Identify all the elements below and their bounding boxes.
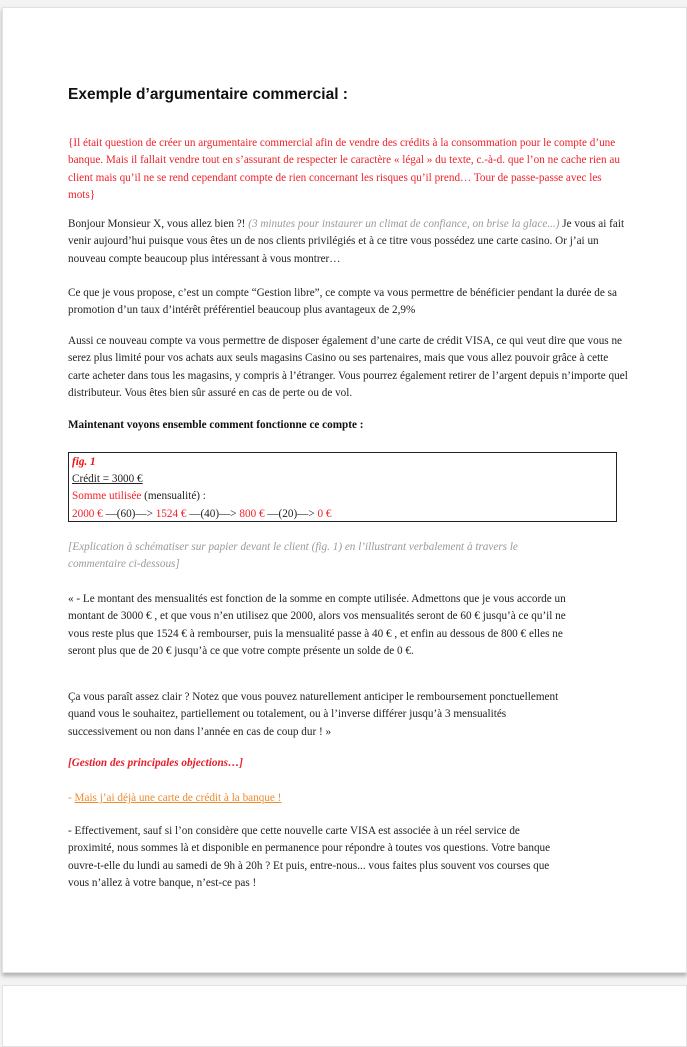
figure-box	[68, 452, 617, 522]
section-heading: Maintenant voyons ensemble comment fonctionne ce compte :	[68, 419, 364, 431]
greeting-opening: Bonjour Monsieur X, vous allez bien ?!	[68, 218, 246, 230]
objection-1-link[interactable]: Mais j’ai déjà une carte de crédit à la banque !	[74, 792, 282, 804]
figure-step-amount: 0 €	[317, 507, 332, 520]
figure-step-arrow: —(60)—>	[102, 507, 156, 520]
figure-sum-used: Somme utilisée	[72, 490, 142, 503]
figure-step-arrow: —(40)—>	[186, 507, 240, 520]
objections-heading: [Gestion des principales objections…]	[68, 757, 243, 769]
clarity-paragraph: Ça vous paraît assez clair ? Notez que vous pouvez naturellement anticiper le remboursement ponctuellement quand vous le souhaitez, partiellement ou totalement, ou à l’inverse différer jusqu’à 3 mensualités successivement ou non dans l’année en cas de coup dur ! »	[68, 691, 559, 738]
figure-label: fig. 1	[72, 456, 96, 468]
visa-paragraph: Aussi ce nouveau compte va vous permettre de disposer également d’une carte de crédit VISA, ce qui veut dire que vous ne serez plus limité pour vos achats aux seuls magasins Casino ou ses partenaires, mais que vous allez pouvoir grâce à cette carte acheter dans tous les magasins, y compris à l’étranger. Vous pourrez également retirer de l’argent depuis n’importe quel distributeur. Vous êtes bien sûr assuré en cas de perte ou de vol.	[68, 335, 628, 400]
greeting-aside: (3 minutes pour instaurer un climat de confiance, on brise la glace...)	[248, 218, 560, 230]
figure-step-amount: 800 €	[239, 507, 265, 520]
greeting-rest: Je vous ai fait venir aujourd’hui puisque vous êtes un de nos clients privilégiés et à ce titre vous possédez une carte casino. Or j’ai un nouveau compte beaucoup plus intéressant à vous montrer…	[68, 218, 625, 265]
figure-step-arrow: —(20)—>	[264, 507, 318, 520]
objection-1	[68, 790, 628, 807]
document-page-2	[2, 985, 687, 1047]
figure-steps	[72, 506, 613, 523]
figure-step-amount: 1524 €	[155, 507, 187, 520]
explanation-paragraph: « - Le montant des mensualités est fonction de la somme en compte utilisée. Admettons que je vous accorde un montant de 3000 € , et que vous n’en utilisez que 2000, alors vos mensualités seront de 60 € jusqu’à ce qu’il ne vous reste plus que 1524 € à rembourser, puis la mensualité passe à 40 € , et enfin au dessous de 800 € elles ne seront plus que de 20 € jusqu’à ce que votre compte présente un solde de 0 €.	[68, 593, 566, 658]
document-title: Exemple d’argumentaire commercial :	[68, 86, 348, 103]
figure-credit-line: Crédit = 3000 €	[72, 473, 143, 486]
document-page-1	[2, 7, 687, 973]
figure-step-amount: 2000 €	[72, 507, 103, 520]
answer-1-paragraph: - Effectivement, sauf si l’on considère que cette nouvelle carte VISA est associée à un réel service de proximité, nous sommes là et disponible en permanence pour répondre à toutes vos questions. Votre banque ouvre-t-elle du lundi au samedi de 9h à 20h ? Et puis, entre-nous... vous faites plus souvent vos courses que vous n’allez à votre banque, n’est-ce pas !	[68, 825, 551, 890]
greeting-paragraph	[68, 216, 628, 268]
figure-sum-used-suffix: (mensualité) :	[141, 490, 206, 503]
intro-note: {Il était question de créer un argumentaire commercial afin de vendre des crédits à la consommation pour le compte d’une banque. Mais il fallait vendre tout en s’assurant de respecter le caractère « légal » du texte, c.-à-d. que l’on ne cache rien au client mais qu’il ne se rend cependant compte de rien concernant les risques qu’il prend… Tour de passe-passe avec les mots}	[68, 137, 620, 202]
figure-note: [Explication à schématiser sur papier devant le client (fig. 1) en l’illustrant verbalement à travers le commentaire ci-dessous]	[68, 541, 518, 571]
objection-prefix: -	[68, 792, 75, 804]
proposal-paragraph: Ce que je vous propose, c’est un compte “Gestion libre”, ce compte va vous permettre de bénéficier pendant la durée de sa promotion d’un taux d’intérêt préférentiel beaucoup plus avantageux de 2,9%	[68, 287, 617, 317]
